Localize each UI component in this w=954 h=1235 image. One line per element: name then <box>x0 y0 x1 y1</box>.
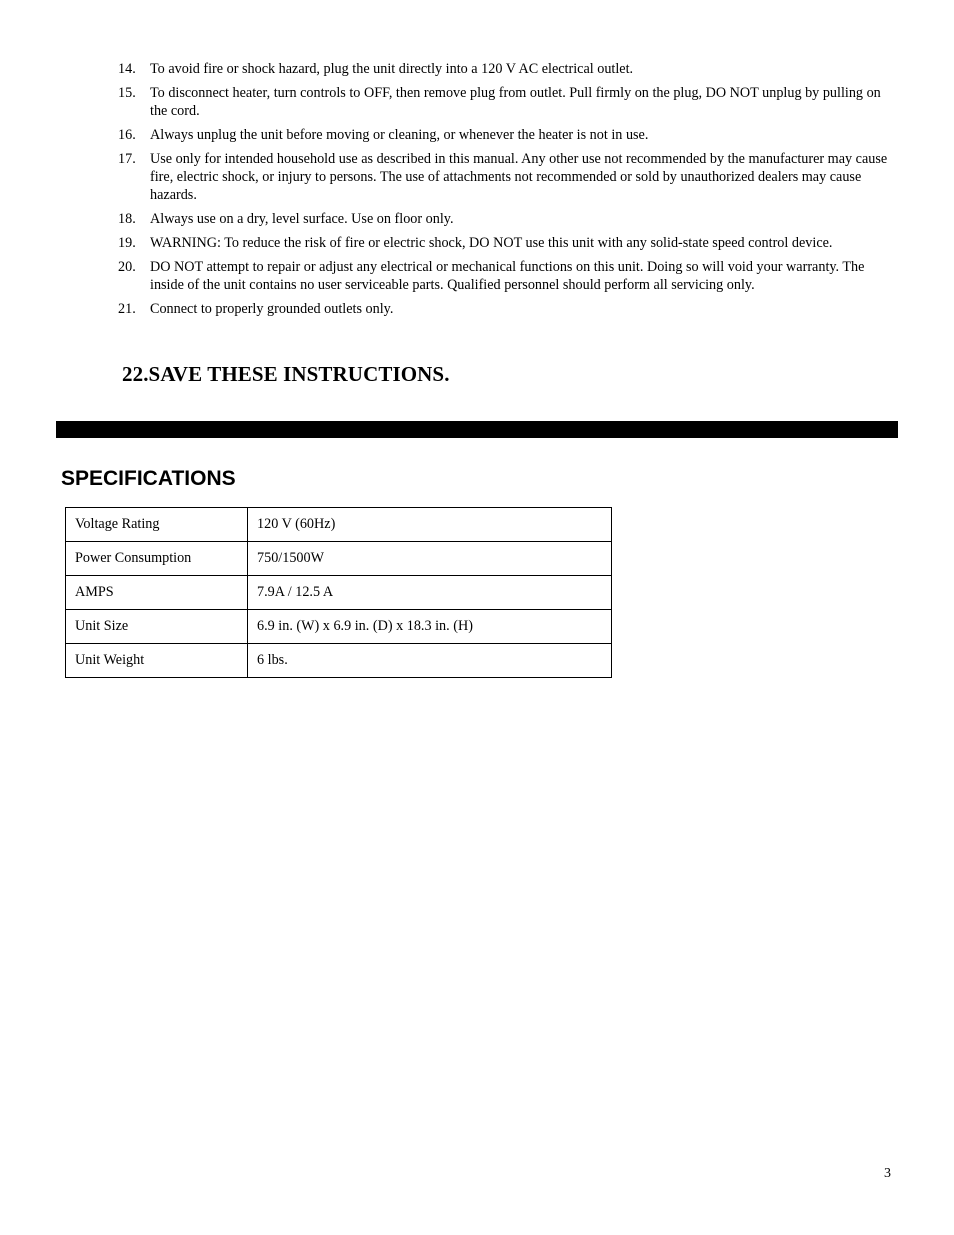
instruction-text: Connect to properly grounded outlets only. <box>150 301 394 317</box>
spec-label: AMPS <box>66 576 248 610</box>
instruction-number: 17. <box>118 151 136 167</box>
spec-label: Unit Weight <box>66 644 248 678</box>
spec-value: 6 lbs. <box>248 644 612 678</box>
instruction-item <box>118 234 898 252</box>
spec-value: 6.9 in. (W) x 6.9 in. (D) x 18.3 in. (H) <box>248 610 612 644</box>
instruction-text: Always unplug the unit before moving or cleaning, or whenever the heater is not in use. <box>150 127 649 143</box>
instruction-number: 16. <box>118 127 136 143</box>
table-row <box>66 644 612 678</box>
spec-value: 120 V (60Hz) <box>248 508 612 542</box>
safety-instructions-list <box>118 60 898 324</box>
instruction-text: DO NOT attempt to repair or adjust any electrical or mechanical functions on this unit. Doing so will void your warranty. The inside of the unit contains no user serviceable parts. Qualified personnel should perform all servicing only. <box>150 259 865 293</box>
instruction-text: To disconnect heater, turn controls to OFF, then remove plug from outlet. Pull firmly on the plug, DO NOT unplug by pulling on the cord. <box>150 85 881 119</box>
section-divider-bar <box>56 421 898 438</box>
table-row <box>66 542 612 576</box>
instruction-number: 15. <box>118 85 136 101</box>
spec-label: Voltage Rating <box>66 508 248 542</box>
instruction-number: 21. <box>118 301 136 317</box>
instruction-item <box>118 84 898 120</box>
table-row <box>66 610 612 644</box>
instruction-item <box>118 126 898 144</box>
instruction-number: 18. <box>118 211 136 227</box>
instruction-number: 20. <box>118 259 136 275</box>
specifications-table <box>65 507 612 678</box>
save-instructions-heading: 22.SAVE THESE INSTRUCTIONS. <box>122 362 450 386</box>
spec-value: 7.9A / 12.5 A <box>248 576 612 610</box>
instruction-text: Always use on a dry, level surface. Use on floor only. <box>150 211 454 227</box>
spec-label: Power Consumption <box>66 542 248 576</box>
instruction-text: WARNING: To reduce the risk of fire or electric shock, DO NOT use this unit with any solid-state speed control device. <box>150 235 833 251</box>
page-number: 3 <box>884 1166 891 1181</box>
spec-label: Unit Size <box>66 610 248 644</box>
instruction-item <box>118 300 898 318</box>
table-row <box>66 576 612 610</box>
instruction-text: Use only for intended household use as described in this manual. Any other use not recommended by the manufacturer may cause fire, electric shock, or injury to persons. The use of attachments not recommended or sold by unauthorized dealers may cause hazards. <box>150 151 888 203</box>
specifications-heading: SPECIFICATIONS <box>61 467 236 490</box>
instruction-text: To avoid fire or shock hazard, plug the unit directly into a 120 V AC electrical outlet. <box>150 61 634 77</box>
spec-value: 750/1500W <box>248 542 612 576</box>
instruction-item <box>118 210 898 228</box>
instruction-item <box>118 60 898 78</box>
instruction-number: 19. <box>118 235 136 251</box>
instruction-item <box>118 258 898 294</box>
table-row <box>66 508 612 542</box>
instruction-item <box>118 150 898 204</box>
instruction-number: 14. <box>118 61 136 77</box>
